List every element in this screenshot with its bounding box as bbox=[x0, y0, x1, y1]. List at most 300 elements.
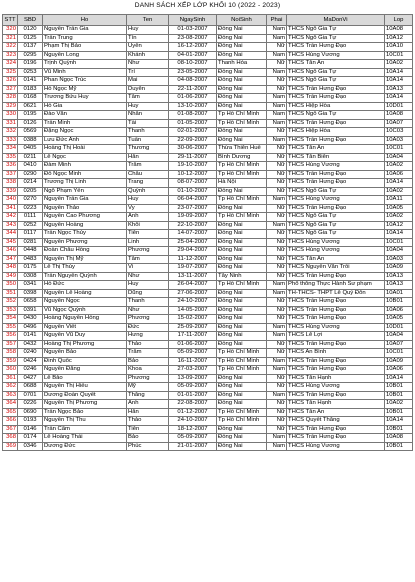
cell-ho: Dương Đoàn Quyết bbox=[43, 391, 127, 400]
cell-ngaysinh: 01-06-2007 bbox=[169, 340, 217, 349]
table-row bbox=[3, 400, 413, 409]
cell-ngaysinh: 13-11-2007 bbox=[169, 272, 217, 281]
cell-noisinh: Đồng Nai bbox=[217, 204, 267, 213]
cell-phai: Nam bbox=[267, 119, 287, 128]
cell-ngaysinh: 01-03-2007 bbox=[169, 26, 217, 35]
table-row bbox=[3, 179, 413, 188]
cell-lop: 10C01 bbox=[385, 349, 413, 358]
cell-ho: Hoàng Thị Phương bbox=[43, 340, 127, 349]
cell-sbd: 0430 bbox=[18, 315, 43, 324]
cell-madonvi: Phổ thông Thực Hành Sư phạm bbox=[287, 281, 385, 290]
cell-phai: Nam bbox=[267, 323, 287, 332]
cell-ho: Vũ Ngọc Quỳnh bbox=[43, 306, 127, 315]
cell-noisinh: Bình Dương bbox=[217, 153, 267, 162]
cell-stt: 369 bbox=[3, 442, 18, 451]
cell-phai: Nữ bbox=[267, 340, 287, 349]
cell-lop: 10A06 bbox=[385, 306, 413, 315]
cell-madonvi: THCS Lê Lợi bbox=[287, 332, 385, 341]
cell-sbd: 0424 bbox=[18, 357, 43, 366]
table-row bbox=[3, 298, 413, 307]
cell-lop: 10A14 bbox=[385, 179, 413, 188]
table-row bbox=[3, 434, 413, 443]
table-row bbox=[3, 60, 413, 69]
table-row bbox=[3, 136, 413, 145]
cell-ten: Phương bbox=[127, 374, 169, 383]
cell-lop: 10A14 bbox=[385, 68, 413, 77]
cell-ngaysinh: 04-08-2007 bbox=[169, 77, 217, 86]
cell-ngaysinh: 13-09-2007 bbox=[169, 374, 217, 383]
cell-noisinh: Đồng Nai bbox=[217, 51, 267, 60]
table-row bbox=[3, 119, 413, 128]
cell-ten: Linh bbox=[127, 238, 169, 247]
cell-ho: Hoàng Thị Hoài bbox=[43, 145, 127, 154]
cell-ho: Nguyễn Hoàng bbox=[43, 221, 127, 230]
cell-lop: 10A08 bbox=[385, 434, 413, 443]
cell-phai: Nam bbox=[267, 111, 287, 120]
cell-noisinh: Đồng Nai bbox=[217, 43, 267, 52]
cell-ngaysinh: 25-04-2007 bbox=[169, 238, 217, 247]
table-row bbox=[3, 204, 413, 213]
table-row bbox=[3, 170, 413, 179]
cell-lop: 10C01 bbox=[385, 238, 413, 247]
cell-sbd: 0410 bbox=[18, 162, 43, 171]
cell-noisinh: Đồng Nai bbox=[217, 34, 267, 43]
cell-madonvi: THCS Trần Hưng Đạo bbox=[287, 366, 385, 375]
cell-madonvi: THCS Ngô Gia Tự bbox=[287, 111, 385, 120]
cell-stt: 337 bbox=[3, 170, 18, 179]
cell-phai: Nam bbox=[267, 357, 287, 366]
cell-ngaysinh: 24-10-2007 bbox=[169, 298, 217, 307]
cell-sbd: 0432 bbox=[18, 340, 43, 349]
cell-noisinh: Đồng Nai bbox=[217, 425, 267, 434]
cell-phai: Nữ bbox=[267, 400, 287, 409]
cell-lop: 10A07 bbox=[385, 119, 413, 128]
cell-stt: 350 bbox=[3, 281, 18, 290]
cell-ho: Nguyễn Ngọc bbox=[43, 298, 127, 307]
cell-ngaysinh: 27-06-2007 bbox=[169, 289, 217, 298]
column-header: MaDonVi bbox=[287, 15, 385, 26]
cell-ten: Trí bbox=[127, 68, 169, 77]
cell-stt: 363 bbox=[3, 391, 18, 400]
cell-noisinh: Đồng Nai bbox=[217, 434, 267, 443]
cell-sbd: 0214 bbox=[18, 179, 43, 188]
cell-lop: 10A14 bbox=[385, 374, 413, 383]
cell-stt: 368 bbox=[3, 434, 18, 443]
cell-phai: Nữ bbox=[267, 425, 287, 434]
cell-sbd: 0174 bbox=[18, 434, 43, 443]
cell-ho: Trương Bửu Huy bbox=[43, 94, 127, 103]
cell-noisinh: Đồng Nai bbox=[217, 102, 267, 111]
table-row bbox=[3, 391, 413, 400]
cell-ho: Lê Ngọc bbox=[43, 153, 127, 162]
cell-noisinh: Tp Hồ Chí Minh bbox=[217, 408, 267, 417]
cell-ten: Dũng bbox=[127, 289, 169, 298]
cell-lop: 10A02 bbox=[385, 187, 413, 196]
cell-noisinh: Đồng Nai bbox=[217, 442, 267, 451]
cell-noisinh: Đồng Nai bbox=[217, 221, 267, 230]
cell-lop: 10A08 bbox=[385, 26, 413, 35]
cell-phai: Nữ bbox=[267, 43, 287, 52]
cell-ho: Lê Hoàng Thái bbox=[43, 434, 127, 443]
cell-ngaysinh: 22-11-2007 bbox=[169, 85, 217, 94]
table-row bbox=[3, 153, 413, 162]
cell-phai: Nữ bbox=[267, 349, 287, 358]
cell-ngaysinh: 22-09-2007 bbox=[169, 136, 217, 145]
cell-lop: 10C03 bbox=[385, 128, 413, 137]
cell-madonvi: THCS Tân An bbox=[287, 60, 385, 69]
cell-stt: 329 bbox=[3, 102, 18, 111]
cell-ho: Nguyễn Bảo bbox=[43, 349, 127, 358]
cell-ten: Mai bbox=[127, 77, 169, 86]
cell-lop: 10A02 bbox=[385, 400, 413, 409]
cell-sbd: 0195 bbox=[18, 111, 43, 120]
cell-lop: 10A12 bbox=[385, 221, 413, 230]
cell-sbd: 0346 bbox=[18, 442, 43, 451]
cell-ho: Nguyễn Cao Phương bbox=[43, 213, 127, 222]
cell-stt: 348 bbox=[3, 264, 18, 273]
cell-noisinh: Tây Ninh bbox=[217, 272, 267, 281]
cell-madonvi: THCS Ngô Gia Tự bbox=[287, 68, 385, 77]
cell-madonvi: THCS Tân An bbox=[287, 145, 385, 154]
cell-noisinh: Đồng Nai bbox=[217, 128, 267, 137]
cell-ten: Bảo bbox=[127, 434, 169, 443]
cell-sbd: 0398 bbox=[18, 289, 43, 298]
table-row bbox=[3, 238, 413, 247]
cell-stt: 340 bbox=[3, 196, 18, 205]
cell-noisinh: Tp Hồ Chí Minh bbox=[217, 417, 267, 426]
cell-sbd: 0246 bbox=[18, 366, 43, 375]
cell-lop: 10B01 bbox=[385, 442, 413, 451]
cell-ho: Nguyễn Thị Phương bbox=[43, 400, 127, 409]
cell-madonvi: THCS Trần Hưng Đạo bbox=[287, 391, 385, 400]
cell-ho: Nguyễn Lê Hoàng bbox=[43, 289, 127, 298]
cell-madonvi: THCS Tân An bbox=[287, 408, 385, 417]
cell-ten: Tâm bbox=[127, 255, 169, 264]
cell-stt: 334 bbox=[3, 145, 18, 154]
cell-madonvi: THCS Trần Hưng Đạo bbox=[287, 170, 385, 179]
cell-ten: Thanh bbox=[127, 128, 169, 137]
cell-stt: 354 bbox=[3, 315, 18, 324]
cell-sbd: 0211 bbox=[18, 153, 43, 162]
cell-noisinh: Đồng Nai bbox=[217, 374, 267, 383]
cell-madonvi: THCS Tân Hạnh bbox=[287, 374, 385, 383]
cell-lop: 10A08 bbox=[385, 111, 413, 120]
table-row bbox=[3, 340, 413, 349]
cell-lop: 10A02 bbox=[385, 60, 413, 69]
cell-sbd: 0427 bbox=[18, 374, 43, 383]
cell-lop: 10B01 bbox=[385, 298, 413, 307]
sheet-title: DANH SÁCH XẾP LỚP KHỐI 10 (2022 - 2023) bbox=[134, 2, 281, 9]
cell-lop: 10A02 bbox=[385, 162, 413, 171]
cell-sbd: 0141 bbox=[18, 332, 43, 341]
cell-lop: 10A06 bbox=[385, 170, 413, 179]
table-row bbox=[3, 51, 413, 60]
table-row bbox=[3, 247, 413, 256]
cell-lop: 10A07 bbox=[385, 340, 413, 349]
cell-ngaysinh: 21-01-2007 bbox=[169, 442, 217, 451]
cell-sbd: 0341 bbox=[18, 281, 43, 290]
cell-madonvi: THCS Ngô Gia Tự bbox=[287, 213, 385, 222]
cell-ngaysinh: 05-09-2007 bbox=[169, 383, 217, 392]
cell-sbd: 0308 bbox=[18, 272, 43, 281]
cell-ho: Hoàng Nguyễn Hồng bbox=[43, 315, 127, 324]
table-row bbox=[3, 408, 413, 417]
cell-ngaysinh: 02-01-2007 bbox=[169, 128, 217, 137]
cell-phai: Nam bbox=[267, 366, 287, 375]
cell-lop: 10D01 bbox=[385, 102, 413, 111]
cell-madonvi: THCS Tân Biên bbox=[287, 153, 385, 162]
cell-lop: 10A11 bbox=[385, 196, 413, 205]
cell-ngaysinh: 18-12-2007 bbox=[169, 425, 217, 434]
cell-ngaysinh: 23-05-2007 bbox=[169, 68, 217, 77]
cell-sbd: 0146 bbox=[18, 425, 43, 434]
cell-noisinh: Đồng Nai bbox=[217, 77, 267, 86]
cell-ten: Huy bbox=[127, 102, 169, 111]
table-row bbox=[3, 85, 413, 94]
cell-phai: Nữ bbox=[267, 408, 287, 417]
cell-madonvi: THCS Hùng Vương bbox=[287, 196, 385, 205]
table-row bbox=[3, 34, 413, 43]
column-header: SBD bbox=[18, 15, 43, 26]
cell-ho: Trần Minh bbox=[43, 119, 127, 128]
cell-ngaysinh: 27-03-2007 bbox=[169, 366, 217, 375]
cell-madonvi: THCS Hùng Vương bbox=[287, 442, 385, 451]
cell-ho: Nguyễn Trần Gia bbox=[43, 26, 127, 35]
cell-madonvi: THCS Quyết Thắng bbox=[287, 417, 385, 426]
cell-lop: 10A04 bbox=[385, 153, 413, 162]
table-row bbox=[3, 374, 413, 383]
cell-stt: 352 bbox=[3, 298, 18, 307]
cell-phai: Nam bbox=[267, 94, 287, 103]
cell-madonvi: TH-THCS- THPT Lê Quý Đôn bbox=[287, 289, 385, 298]
cell-phai: Nam bbox=[267, 68, 287, 77]
cell-noisinh: Thừa Thiên Huế bbox=[217, 145, 267, 154]
cell-ho: Nguyễn Đăng bbox=[43, 366, 127, 375]
cell-phai: Nữ bbox=[267, 153, 287, 162]
cell-phai: Nam bbox=[267, 51, 287, 60]
cell-madonvi: THCS Trần Hưng Đạo bbox=[287, 340, 385, 349]
cell-lop: 10A03 bbox=[385, 255, 413, 264]
cell-madonvi: THCS Ngô Gia Tự bbox=[287, 230, 385, 239]
cell-sbd: 0205 bbox=[18, 187, 43, 196]
cell-sbd: 0223 bbox=[18, 204, 43, 213]
cell-phai: Nữ bbox=[267, 374, 287, 383]
cell-sbd: 0281 bbox=[18, 238, 43, 247]
cell-lop: 10A13 bbox=[385, 85, 413, 94]
column-header: Ho bbox=[43, 15, 127, 26]
cell-noisinh: Đồng Nai bbox=[217, 68, 267, 77]
cell-ten: Thương bbox=[127, 145, 169, 154]
cell-ngaysinh: 19-09-2007 bbox=[169, 213, 217, 222]
cell-ngaysinh: 05-09-2007 bbox=[169, 434, 217, 443]
cell-madonvi: THCS Trần Hưng Đạo bbox=[287, 204, 385, 213]
cell-ten: Đức bbox=[127, 323, 169, 332]
cell-ngaysinh: 30-06-2007 bbox=[169, 145, 217, 154]
cell-noisinh: Đồng Nai bbox=[217, 85, 267, 94]
cell-madonvi: THCS Ngô Gia Tự bbox=[287, 187, 385, 196]
table-row bbox=[3, 77, 413, 86]
cell-ngaysinh: 01-06-2007 bbox=[169, 94, 217, 103]
column-header: Phai bbox=[267, 15, 287, 26]
cell-madonvi: THCS Trần Hưng Đạo bbox=[287, 425, 385, 434]
cell-ten: Duyên bbox=[127, 85, 169, 94]
cell-ten: Anh bbox=[127, 213, 169, 222]
cell-ten: Khánh bbox=[127, 51, 169, 60]
cell-lop: 10C01 bbox=[385, 51, 413, 60]
table-row bbox=[3, 442, 413, 451]
cell-phai: Nam bbox=[267, 34, 287, 43]
cell-phai: Nam bbox=[267, 289, 287, 298]
cell-stt: 344 bbox=[3, 230, 18, 239]
cell-sbd: 0448 bbox=[18, 247, 43, 256]
cell-phai: Nam bbox=[267, 391, 287, 400]
cell-ho: Vũ Minh bbox=[43, 68, 127, 77]
table-row bbox=[3, 213, 413, 222]
table-row bbox=[3, 26, 413, 35]
cell-ten: Phúc bbox=[127, 442, 169, 451]
cell-phai: Nữ bbox=[267, 128, 287, 137]
cell-ho: Trịnh Quỳnh bbox=[43, 60, 127, 69]
cell-lop: 10A13 bbox=[385, 272, 413, 281]
cell-ten: Thắng bbox=[127, 391, 169, 400]
table-row bbox=[3, 111, 413, 120]
cell-sbd: 0701 bbox=[18, 391, 43, 400]
table-row bbox=[3, 281, 413, 290]
cell-stt: 338 bbox=[3, 179, 18, 188]
cell-ho: Hồ Đức bbox=[43, 281, 127, 290]
cell-phai: Nam bbox=[267, 221, 287, 230]
cell-ngaysinh: 19-07-2007 bbox=[169, 264, 217, 273]
cell-phai: Nữ bbox=[267, 85, 287, 94]
cell-stt: 356 bbox=[3, 332, 18, 341]
cell-sbd: 0193 bbox=[18, 417, 43, 426]
cell-ten: Trâm bbox=[127, 349, 169, 358]
cell-ho: Nguyễn Long bbox=[43, 51, 127, 60]
cell-lop: 10A14 bbox=[385, 417, 413, 426]
table-body bbox=[3, 26, 413, 451]
cell-madonvi: THCS An Bình bbox=[287, 349, 385, 358]
table-row bbox=[3, 366, 413, 375]
cell-lop: 10D01 bbox=[385, 323, 413, 332]
cell-phai: Nữ bbox=[267, 170, 287, 179]
cell-phai: Nam bbox=[267, 442, 287, 451]
cell-sbd: 0405 bbox=[18, 145, 43, 154]
cell-noisinh: Tp Hồ Chí Minh bbox=[217, 281, 267, 290]
cell-madonvi: THCS Trần Hưng Đạo bbox=[287, 136, 385, 145]
cell-phai: Nữ bbox=[267, 187, 287, 196]
cell-phai: Nam bbox=[267, 281, 287, 290]
cell-sbd: 0175 bbox=[18, 264, 43, 273]
cell-ten: Thanh bbox=[127, 298, 169, 307]
cell-ten: Nhân bbox=[127, 111, 169, 120]
cell-ho: Phan Ngọc Trúc bbox=[43, 77, 127, 86]
cell-madonvi: THCS Hiệp Hòa bbox=[287, 102, 385, 111]
cell-stt: 357 bbox=[3, 340, 18, 349]
cell-noisinh: Đồng Nai bbox=[217, 255, 267, 264]
cell-ho: Nguyễn Thị Hiếu bbox=[43, 383, 127, 392]
cell-phai: Nam bbox=[267, 434, 287, 443]
cell-stt: 364 bbox=[3, 400, 18, 409]
cell-madonvi: THCS Trần Hưng Đạo bbox=[287, 272, 385, 281]
cell-madonvi: THCS Hùng Vương bbox=[287, 323, 385, 332]
cell-noisinh: Đồng Nai bbox=[217, 400, 267, 409]
column-header: STT bbox=[3, 15, 18, 26]
cell-ten: Tiên bbox=[127, 230, 169, 239]
cell-ngaysinh: 16-12-2007 bbox=[169, 43, 217, 52]
cell-noisinh: Đồng Nai bbox=[217, 238, 267, 247]
cell-ngaysinh: 01-08-2007 bbox=[169, 111, 217, 120]
cell-ngaysinh: 15-02-2007 bbox=[169, 315, 217, 324]
cell-ten: Trâm bbox=[127, 162, 169, 171]
table-row bbox=[3, 145, 413, 154]
cell-ho: Nguyễn Viết bbox=[43, 323, 127, 332]
cell-ngaysinh: 01-12-2007 bbox=[169, 408, 217, 417]
table-row bbox=[3, 94, 413, 103]
cell-stt: 358 bbox=[3, 349, 18, 358]
cell-lop: 10A09 bbox=[385, 264, 413, 273]
table-row bbox=[3, 323, 413, 332]
cell-stt: 339 bbox=[3, 187, 18, 196]
cell-ten: Như bbox=[127, 272, 169, 281]
cell-ngaysinh: 29-11-2007 bbox=[169, 153, 217, 162]
cell-phai: Nữ bbox=[267, 77, 287, 86]
cell-ten: Vy bbox=[127, 204, 169, 213]
student-table bbox=[2, 14, 413, 451]
cell-stt: 330 bbox=[3, 111, 18, 120]
cell-madonvi: THCS Ngô Gia Tự bbox=[287, 77, 385, 86]
cell-noisinh: Đồng Nai bbox=[217, 323, 267, 332]
cell-madonvi: THCS Hùng Vương bbox=[287, 247, 385, 256]
cell-phai: Nam bbox=[267, 26, 287, 35]
cell-stt: 336 bbox=[3, 162, 18, 171]
table-row bbox=[3, 255, 413, 264]
cell-sbd: 0253 bbox=[18, 68, 43, 77]
cell-sbd: 0496 bbox=[18, 323, 43, 332]
cell-sbd: 0483 bbox=[18, 255, 43, 264]
table-row bbox=[3, 221, 413, 230]
cell-ten: Uyên bbox=[127, 43, 169, 52]
cell-madonvi: THCS Nguyễn Văn Trỗi bbox=[287, 264, 385, 273]
cell-sbd: 0270 bbox=[18, 196, 43, 205]
cell-noisinh: Đồng Nai bbox=[217, 136, 267, 145]
cell-stt: 362 bbox=[3, 383, 18, 392]
cell-stt: 341 bbox=[3, 204, 18, 213]
cell-sbd: 0183 bbox=[18, 85, 43, 94]
cell-stt: 355 bbox=[3, 323, 18, 332]
cell-lop: 10A04 bbox=[385, 247, 413, 256]
cell-ho: Phạm Thị Bảo bbox=[43, 43, 127, 52]
cell-lop: 10C01 bbox=[385, 145, 413, 154]
cell-ten: Khoa bbox=[127, 366, 169, 375]
cell-sbd: 0621 bbox=[18, 102, 43, 111]
cell-ten: Tài bbox=[127, 119, 169, 128]
cell-ten: Tuấn bbox=[127, 136, 169, 145]
cell-phai: Nữ bbox=[267, 204, 287, 213]
cell-noisinh: Tp Hồ Chí Minh bbox=[217, 119, 267, 128]
cell-phai: Nam bbox=[267, 102, 287, 111]
cell-ngaysinh: 08-07-2007 bbox=[169, 179, 217, 188]
cell-madonvi: THCS Hùng Vương bbox=[287, 51, 385, 60]
table-row bbox=[3, 425, 413, 434]
cell-ten: Trang bbox=[127, 179, 169, 188]
cell-noisinh: Đồng Nai bbox=[217, 383, 267, 392]
column-header: Ten bbox=[127, 15, 169, 26]
cell-ho: Nguyễn Thị Thu bbox=[43, 417, 127, 426]
cell-ten: Phương bbox=[127, 247, 169, 256]
cell-ngaysinh: 14-07-2007 bbox=[169, 230, 217, 239]
cell-ten: Huy bbox=[127, 196, 169, 205]
cell-lop: 10A10 bbox=[385, 43, 413, 52]
